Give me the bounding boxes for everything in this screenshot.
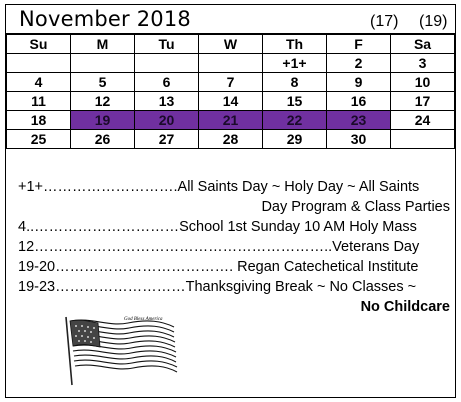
day-cell: 27	[135, 130, 199, 149]
day-cell: 4	[7, 73, 71, 92]
flag-caption: God Bless America	[124, 317, 163, 322]
week-row	[7, 130, 455, 149]
day-cell: 16	[327, 92, 391, 111]
day-cell	[391, 130, 455, 149]
day-cell: 18	[7, 111, 71, 130]
day-cell	[7, 54, 71, 73]
day-cell	[199, 54, 263, 73]
day-cell: +1+	[263, 54, 327, 73]
month-title: November 2018	[19, 7, 191, 31]
day-cell: 2	[327, 54, 391, 73]
day-cell	[135, 54, 199, 73]
day-cell: 15	[263, 92, 327, 111]
day-name: Tu	[135, 34, 199, 54]
note-no-childcare: No Childcare	[360, 299, 450, 315]
week-row	[7, 54, 455, 73]
note-catechetical: 19-20………………………………. Regan Catechetical Institute	[18, 259, 419, 275]
day-cell: 6	[135, 73, 199, 92]
day-cell: 13	[135, 92, 199, 111]
day-cell: 8	[263, 73, 327, 92]
day-name: Sa	[391, 34, 455, 54]
day-cell-highlighted: 20	[135, 111, 199, 130]
day-name-row	[7, 34, 455, 54]
week-row	[7, 92, 455, 111]
week-row	[7, 73, 455, 92]
day-cell-highlighted: 21	[199, 111, 263, 130]
day-cell-highlighted: 23	[327, 111, 391, 130]
title-row	[6, 5, 455, 33]
day-cell: 28	[199, 130, 263, 149]
count-a: (17)	[370, 13, 399, 30]
note-school-sunday: 4..…………………………School 1st Sunday 10 AM Holy Mass	[18, 219, 417, 235]
day-cell: 17	[391, 92, 455, 111]
day-name: F	[327, 34, 391, 54]
day-cell: 12	[71, 92, 135, 111]
day-cell: 9	[327, 73, 391, 92]
day-cell: 3	[391, 54, 455, 73]
day-cell: 11	[7, 92, 71, 111]
note-all-saints: +1+……………………….All Saints Day ~ Holy Day ~ All Saints	[18, 179, 420, 195]
day-name: Th	[263, 34, 327, 54]
day-cell: 24	[391, 111, 455, 130]
day-cell: 5	[71, 73, 135, 92]
day-cell: 26	[71, 130, 135, 149]
calendar-page	[5, 4, 456, 398]
day-cell: 29	[263, 130, 327, 149]
count-b: (19)	[419, 13, 448, 30]
note-thanksgiving: 19-23………………………Thanksgiving Break ~ No Classes ~	[18, 279, 417, 295]
day-cell	[71, 54, 135, 73]
calendar-grid	[6, 33, 455, 149]
week-row	[7, 111, 455, 130]
day-cell: 10	[391, 73, 455, 92]
flag-illustration	[62, 315, 182, 392]
american-flag-icon	[62, 315, 182, 387]
day-cell: 7	[199, 73, 263, 92]
day-cell: 30	[327, 130, 391, 149]
day-cell-highlighted: 22	[263, 111, 327, 130]
day-cell-highlighted: 19	[71, 111, 135, 130]
day-name: Su	[7, 34, 71, 54]
day-name: M	[71, 34, 135, 54]
day-cell: 25	[7, 130, 71, 149]
note-all-saints-cont: Day Program & Class Parties	[261, 199, 450, 215]
note-veterans-day: 12……………………………………………………..Veterans Day	[18, 239, 420, 255]
day-cell: 14	[199, 92, 263, 111]
day-name: W	[199, 34, 263, 54]
